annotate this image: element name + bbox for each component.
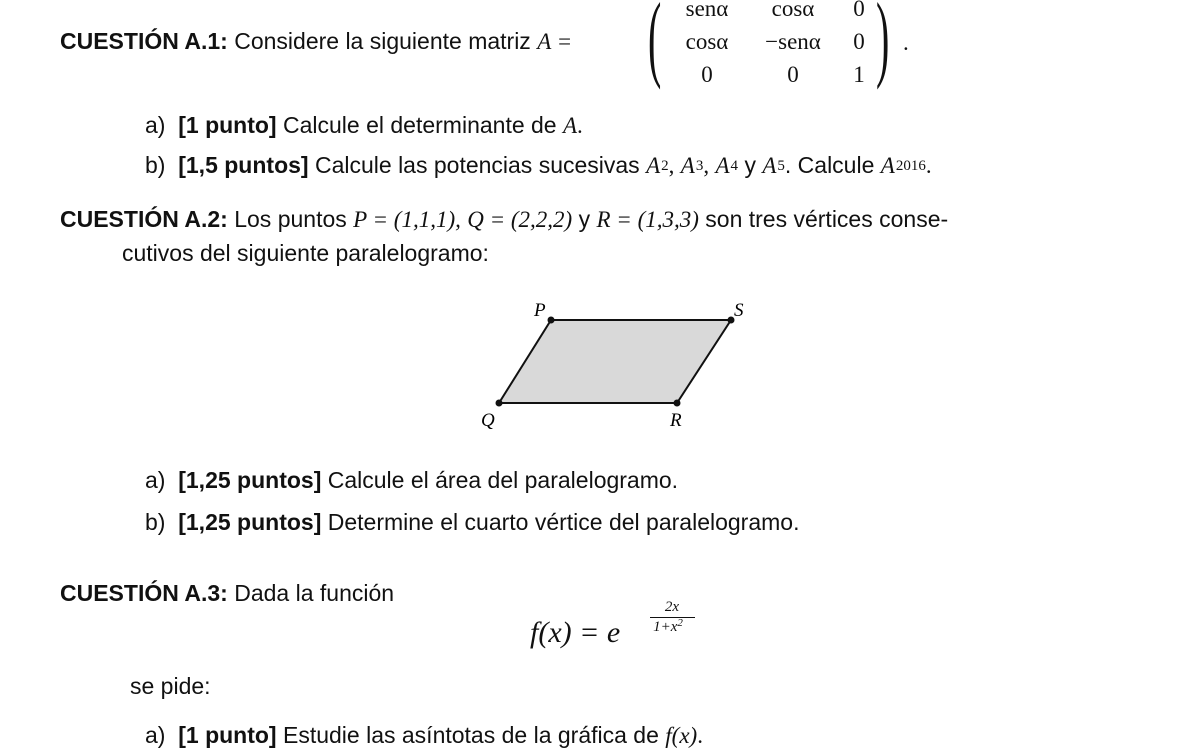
matrix-left-paren: (: [648, 0, 662, 91]
q1-b-exp-2: 2: [661, 158, 669, 174]
q1-b-power-a4: A: [715, 153, 730, 178]
q1-b-exp-2016: 2016: [895, 158, 926, 174]
q1-matrix-name: A =: [537, 29, 573, 54]
q3-intro: Dada la función: [234, 580, 395, 606]
q2-b-label: b): [145, 509, 166, 535]
q1-b-power-a5: A: [762, 153, 777, 178]
matrix-cell-2-1: 0: [787, 62, 799, 87]
q2-and: y: [578, 206, 591, 232]
q1-b-power-a2: A: [646, 153, 661, 178]
q1-b-text: Calcule las potencias sucesivas: [314, 152, 640, 178]
q1-item-a: [145, 112, 583, 139]
q1-b-exp-5: 5: [777, 158, 785, 174]
q2-item-a: [145, 467, 678, 494]
matrix-cell-2-0: 0: [701, 62, 713, 87]
q3-a-end: .: [697, 723, 703, 748]
q3-fx: f(x) = e: [530, 616, 621, 649]
q1-title: CUESTIÓN A.1:: [60, 28, 228, 54]
q3-a-text: Estudie las asíntotas de la gráfica de: [282, 722, 659, 748]
q2-point-p: P = (1,1,1),: [353, 207, 461, 232]
vertex-p-label: P: [534, 300, 546, 321]
q3-a-fx: f(x): [665, 723, 698, 748]
matrix-cell-1-0: cosα: [685, 29, 729, 54]
q1-a-text: Calcule el determinante de: [282, 112, 557, 138]
q1-b-text2: . Calcule: [784, 152, 875, 178]
q1-a-end: .: [577, 113, 583, 138]
q3-exp-den-text: 1+x: [653, 619, 678, 635]
q3-exp-denominator: [638, 619, 698, 636]
vertex-r-label: R: [670, 410, 682, 431]
matrix-cell-1-1: −senα: [765, 29, 821, 54]
q1-a-points: [1 punto]: [178, 112, 277, 138]
q2-point-q: Q = (2,2,2): [467, 207, 573, 232]
q2-title: CUESTIÓN A.2:: [60, 206, 228, 232]
parallelogram-shape: [499, 320, 731, 403]
matrix-right-paren: ): [876, 0, 890, 91]
q2-a-points: [1,25 puntos]: [178, 467, 322, 493]
q3-exp-den-sup: 2: [677, 617, 683, 629]
q2-line1-a: Los puntos: [234, 206, 347, 232]
q2-b-points: [1,25 puntos]: [178, 509, 322, 535]
q1-period: .: [903, 30, 909, 55]
q2-a-label: a): [145, 467, 166, 493]
q2-point-r: R = (1,3,3): [596, 207, 699, 232]
matrix-cell-0-0: senα: [685, 0, 729, 21]
q3-exp-fraction-bar: [650, 617, 695, 618]
q2-line2: cutivos del siguiente paralelogramo:: [122, 240, 489, 266]
q3-a-label: a): [145, 722, 166, 748]
q1-a-label: a): [145, 112, 166, 138]
vertex-r-dot: [674, 400, 681, 407]
q3-se-pide: se pide:: [130, 673, 211, 699]
q1-b-label: b): [145, 152, 166, 178]
vertex-q-label: Q: [481, 410, 495, 431]
q1-b-points: [1,5 puntos]: [178, 152, 309, 178]
q1-b-power-a2016: A: [880, 153, 895, 178]
vertex-p-dot: [548, 317, 555, 324]
q2-line1: [60, 206, 948, 233]
vertex-s-label: S: [734, 300, 744, 321]
q1-b-exp-3: 3: [695, 158, 704, 174]
matrix-cell-0-1: cosα: [771, 0, 815, 21]
parallelogram-figure: [470, 290, 770, 440]
q1-a-var: A: [562, 113, 578, 138]
q2-a-text: Calcule el área del paralelogramo.: [327, 467, 679, 493]
matrix-cell-0-2: 0: [853, 0, 865, 21]
q3-item-a: [145, 722, 703, 749]
q2-item-b: [145, 509, 799, 536]
q3-exp-numerator: 2x: [664, 599, 680, 615]
matrix-cell-1-2: 0: [853, 29, 865, 54]
q3-line1: [60, 580, 394, 607]
q2-b-text: Determine el cuarto vértice del paralelogramo.: [327, 509, 800, 535]
q1-intro: Considere la siguiente matriz: [234, 28, 531, 54]
q3-title: CUESTIÓN A.3:: [60, 580, 228, 606]
q1-b-exp-4: 4: [730, 158, 739, 174]
q1-statement: [60, 28, 572, 55]
vertex-q-dot: [496, 400, 503, 407]
q1-b-and: y: [744, 152, 756, 178]
matrix-cell-2-2: 1: [853, 62, 865, 87]
q2-line1-b: son tres vértices conse-: [705, 206, 949, 232]
q1-b-end: .: [925, 153, 932, 178]
q1-item-b: b) [1,5 puntos] Calcule las potencias sucesivas $A^2$, $A^3$, $A^4$ y $A^5$. Calcule $A^{2016}$.: [145, 152, 932, 178]
q3-a-points: [1 punto]: [178, 722, 277, 748]
q1-b-power-a3: A: [680, 153, 695, 178]
